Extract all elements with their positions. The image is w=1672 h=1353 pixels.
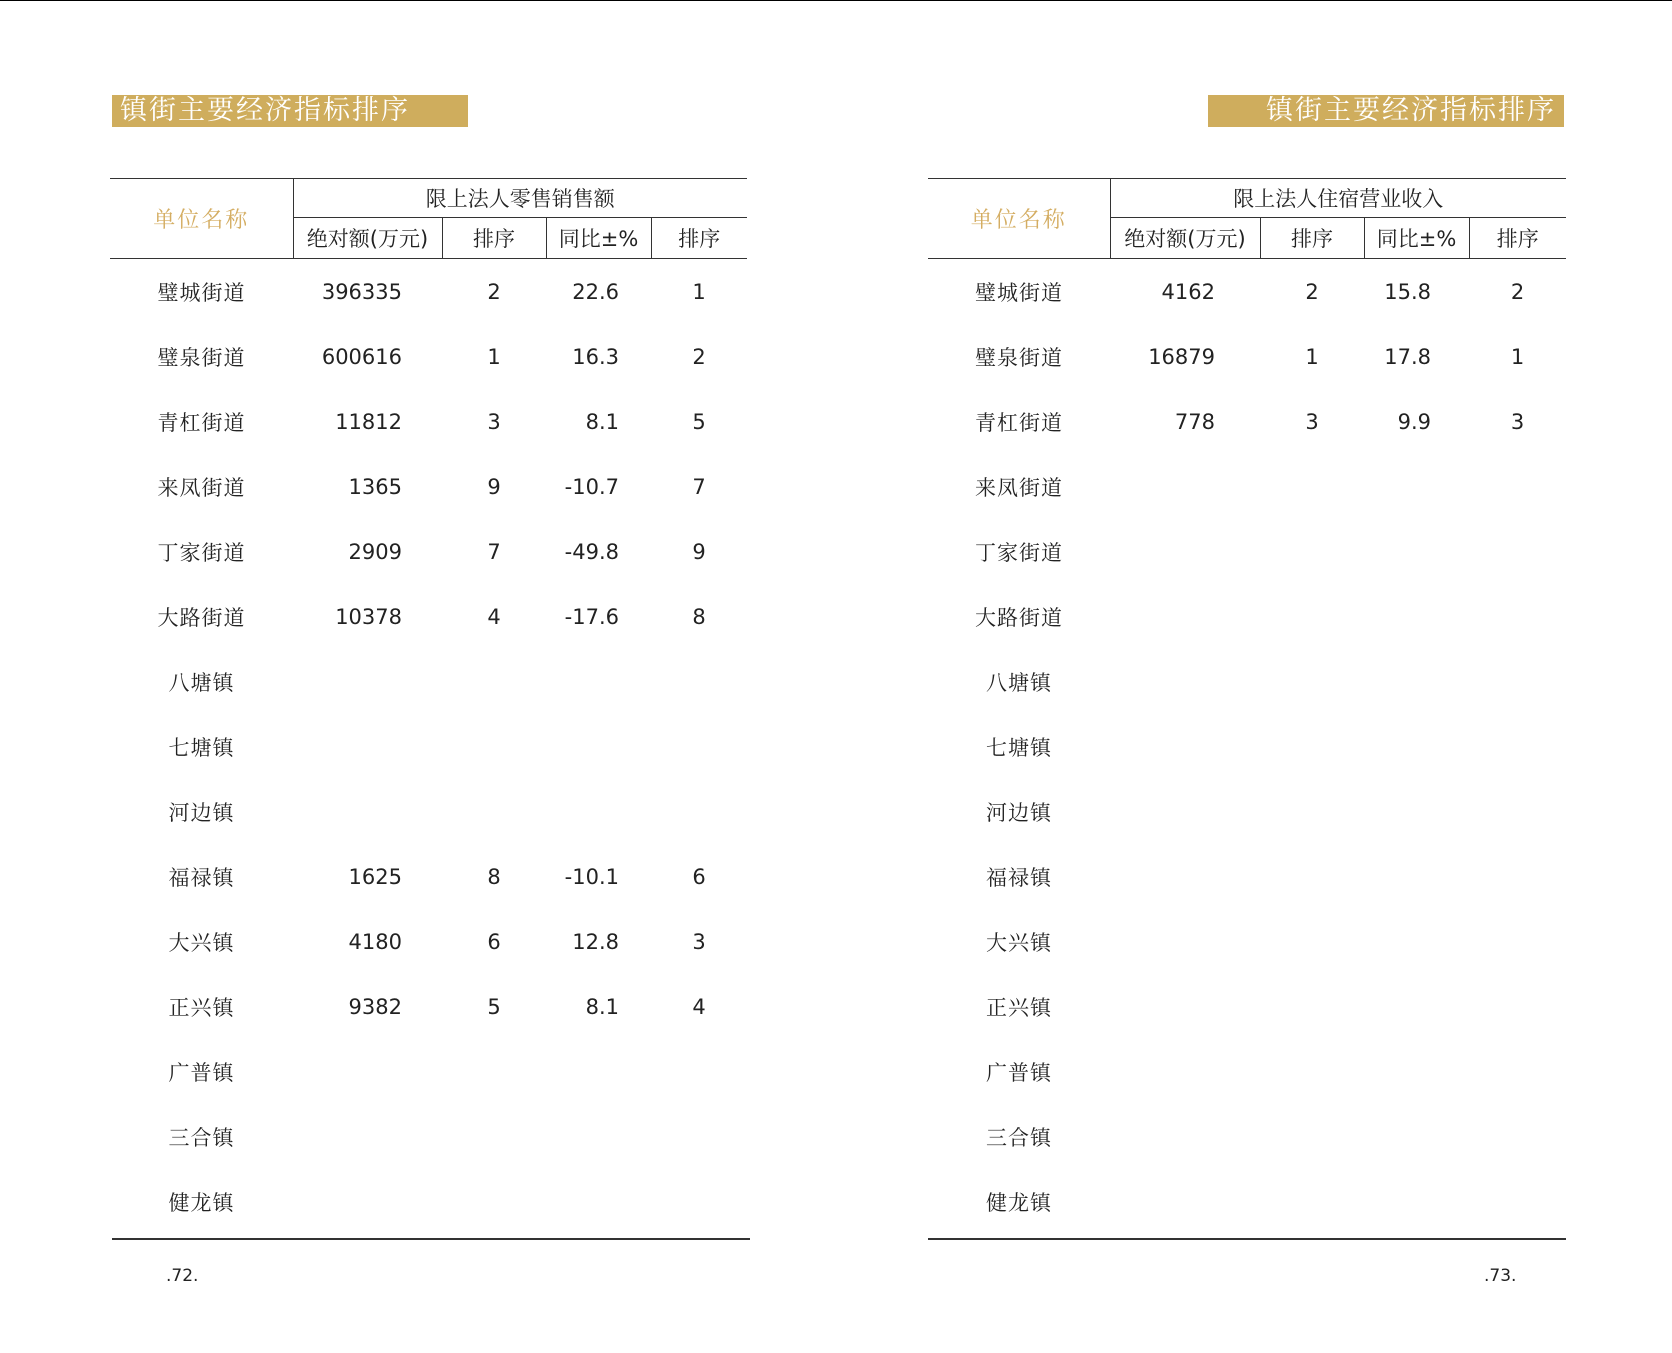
abs-amount-cell <box>293 1104 442 1169</box>
right-page-number: .73. <box>1484 1266 1517 1286</box>
abs-amount-cell: 16879 <box>1148 344 1215 369</box>
unit-name-cell: 正兴镇 <box>168 995 235 1020</box>
unit-name-cell: 福禄镇 <box>986 865 1052 890</box>
unit-name-cell: 七塘镇 <box>986 735 1052 760</box>
table-row <box>928 1169 1566 1234</box>
unit-name-cell: 大路街道 <box>975 605 1063 630</box>
yoy-cell <box>1364 1039 1469 1104</box>
yoy-rank-cell <box>651 1104 747 1169</box>
yoy-rank-cell <box>651 1039 747 1104</box>
table-row <box>110 519 747 584</box>
yoy-cell <box>1364 974 1469 1039</box>
abs-amount-cell <box>1110 454 1260 519</box>
abs-amount-cell <box>1110 519 1260 584</box>
yoy-rank-cell: 9 <box>692 539 706 564</box>
rank-cell: 1 <box>1305 344 1319 369</box>
rank-cell: 7 <box>487 539 501 564</box>
yoy-cell <box>1364 519 1469 584</box>
yoy-rank-cell: 4 <box>692 994 706 1019</box>
abs-amount-header: 绝对额(万元) <box>1110 218 1260 259</box>
yoy-rank-cell <box>651 1169 747 1234</box>
accommodation-revenue-table <box>928 178 1566 1234</box>
yoy-cell: 16.3 <box>572 344 619 369</box>
yoy-rank-cell <box>1469 454 1566 519</box>
yoy-rank-cell <box>1469 909 1566 974</box>
yoy-cell <box>1364 844 1469 909</box>
table-row <box>110 389 747 454</box>
left-bottom-rule <box>112 1238 750 1240</box>
abs-amount-cell <box>1110 909 1260 974</box>
table-row <box>928 909 1566 974</box>
unit-name-cell: 大兴镇 <box>986 930 1052 955</box>
unit-name-cell: 正兴镇 <box>986 995 1052 1020</box>
unit-name-cell: 丁家街道 <box>975 540 1063 565</box>
yoy-cell <box>546 649 651 714</box>
rank-cell <box>1260 519 1364 584</box>
table-row <box>110 779 747 844</box>
rank-cell <box>442 649 546 714</box>
yoy-rank-cell: 2 <box>1510 279 1525 304</box>
rank-cell: 8 <box>487 864 501 889</box>
table-row <box>110 584 747 649</box>
rank-cell: 3 <box>487 409 501 434</box>
accommodation-group-header: 限上法人住宿营业收入 <box>1110 179 1566 218</box>
abs-amount-cell <box>1110 974 1260 1039</box>
unit-name-cell: 健龙镇 <box>986 1190 1052 1215</box>
unit-name-cell: 健龙镇 <box>168 1190 235 1215</box>
rank-cell <box>1260 454 1364 519</box>
abs-amount-cell: 778 <box>1174 409 1215 434</box>
rank-header: 排序 <box>1260 218 1364 259</box>
rank-cell <box>1260 974 1364 1039</box>
yoy-cell: 8.1 <box>585 409 619 434</box>
rank-cell: 4 <box>487 604 501 629</box>
rank-cell <box>1260 909 1364 974</box>
unit-name-header: 单位名称 <box>928 179 1110 259</box>
retail-sales-table-body <box>110 259 747 1235</box>
yoy-cell <box>1364 649 1469 714</box>
rank-cell: 9 <box>487 474 501 499</box>
retail-sales-group-header: 限上法人零售销售额 <box>293 179 747 218</box>
table-row <box>110 454 747 519</box>
table-row <box>928 259 1566 325</box>
abs-amount-cell <box>293 779 442 844</box>
unit-name-cell: 璧城街道 <box>975 280 1063 305</box>
rank-header: 排序 <box>442 218 546 259</box>
unit-name-cell: 青杠街道 <box>975 410 1063 435</box>
abs-amount-cell: 10378 <box>335 604 402 629</box>
unit-name-cell: 丁家街道 <box>157 540 246 565</box>
table-row <box>928 649 1566 714</box>
yoy-rank-cell: 5 <box>692 409 706 434</box>
yoy-cell <box>1364 714 1469 779</box>
unit-name-cell: 河边镇 <box>168 800 235 825</box>
table-row <box>110 324 747 389</box>
table-row <box>928 454 1566 519</box>
abs-amount-cell: 9382 <box>348 994 402 1019</box>
rank-cell: 2 <box>1305 279 1319 304</box>
table-row <box>110 974 747 1039</box>
unit-name-cell: 八塘镇 <box>168 670 235 695</box>
yoy-rank-cell <box>1469 844 1566 909</box>
table-row <box>110 649 747 714</box>
left-page-banner: 镇街主要经济指标排序 <box>112 95 468 127</box>
yoy-rank-cell: 6 <box>692 864 706 889</box>
table-row <box>928 844 1566 909</box>
unit-name-cell: 广普镇 <box>986 1060 1052 1085</box>
yoy-rank-cell <box>1469 584 1566 649</box>
table-row <box>928 779 1566 844</box>
yoy-header: 同比±% <box>1364 218 1469 259</box>
unit-name-cell: 璧泉街道 <box>157 345 246 370</box>
yoy-cell: -10.7 <box>564 474 619 499</box>
right-page-banner: 镇街主要经济指标排序 <box>1208 95 1564 127</box>
abs-amount-cell <box>1110 714 1260 779</box>
right-bottom-rule <box>928 1238 1566 1240</box>
yoy-cell: 15.8 <box>1384 279 1431 304</box>
yoy-rank-cell <box>1469 974 1566 1039</box>
unit-name-cell: 大兴镇 <box>168 930 235 955</box>
yoy-cell <box>546 714 651 779</box>
rank-cell <box>442 779 546 844</box>
abs-amount-cell <box>1110 1169 1260 1234</box>
unit-name-header: 单位名称 <box>110 179 293 259</box>
abs-amount-cell <box>1110 1039 1260 1104</box>
table-row <box>110 1169 747 1234</box>
yoy-cell: 12.8 <box>572 929 619 954</box>
table-row <box>110 1104 747 1169</box>
table-row <box>928 1039 1566 1104</box>
unit-name-cell: 璧城街道 <box>157 280 246 305</box>
rank-cell <box>442 714 546 779</box>
yoy-cell <box>1364 909 1469 974</box>
retail-sales-table <box>110 178 747 1234</box>
abs-amount-cell: 2909 <box>348 539 402 564</box>
abs-amount-cell: 396335 <box>321 279 402 304</box>
table-row <box>110 1039 747 1104</box>
table-row <box>110 714 747 779</box>
yoy-cell <box>1364 1104 1469 1169</box>
yoy-cell <box>546 1039 651 1104</box>
rank-cell: 5 <box>487 994 501 1019</box>
yoy-rank-cell: 1 <box>692 279 706 304</box>
abs-amount-cell: 1625 <box>348 864 402 889</box>
table-row <box>928 519 1566 584</box>
yoy-rank-cell <box>1469 714 1566 779</box>
rank-cell: 3 <box>1305 409 1319 434</box>
abs-amount-cell: 4162 <box>1161 279 1215 304</box>
abs-amount-cell <box>1110 844 1260 909</box>
unit-name-cell: 八塘镇 <box>986 670 1052 695</box>
unit-name-cell: 三合镇 <box>168 1125 235 1150</box>
yoy-rank-cell <box>651 779 747 844</box>
yoy-cell: 9.9 <box>1397 409 1431 434</box>
abs-amount-cell: 1365 <box>348 474 402 499</box>
rank-cell <box>1260 1169 1364 1234</box>
table-row <box>928 974 1566 1039</box>
yoy-header: 同比±% <box>546 218 651 259</box>
rank-cell <box>1260 584 1364 649</box>
accommodation-table-body <box>928 259 1566 1235</box>
yoy-rank-header: 排序 <box>651 218 747 259</box>
rank-cell <box>1260 649 1364 714</box>
table-row <box>928 584 1566 649</box>
left-page-number: .72. <box>166 1266 199 1286</box>
abs-amount-cell <box>293 714 442 779</box>
unit-name-cell: 来凤街道 <box>975 475 1063 500</box>
yoy-cell: -17.6 <box>564 604 619 629</box>
rank-cell <box>1260 779 1364 844</box>
rank-cell <box>442 1169 546 1234</box>
unit-name-cell: 河边镇 <box>986 800 1052 825</box>
unit-name-cell: 广普镇 <box>168 1060 235 1085</box>
yoy-rank-cell <box>1469 519 1566 584</box>
table-row <box>110 259 747 325</box>
yoy-rank-cell: 2 <box>692 344 706 369</box>
yoy-cell <box>1364 454 1469 519</box>
yoy-rank-cell <box>651 714 747 779</box>
yoy-rank-cell: 3 <box>1510 409 1525 434</box>
unit-name-cell: 来凤街道 <box>157 475 246 500</box>
yoy-cell <box>1364 1169 1469 1234</box>
yoy-cell: -10.1 <box>564 864 619 889</box>
unit-name-cell: 璧泉街道 <box>975 345 1063 370</box>
abs-amount-cell <box>293 1039 442 1104</box>
yoy-cell <box>546 779 651 844</box>
table-row <box>110 909 747 974</box>
unit-name-cell: 福禄镇 <box>168 865 235 890</box>
table-row <box>928 324 1566 389</box>
abs-amount-cell: 11812 <box>335 409 402 434</box>
rank-cell <box>1260 1104 1364 1169</box>
rank-cell: 6 <box>487 929 501 954</box>
table-row <box>928 714 1566 779</box>
yoy-rank-cell: 1 <box>1510 344 1525 369</box>
abs-amount-cell <box>1110 649 1260 714</box>
abs-amount-cell <box>293 1169 442 1234</box>
unit-name-cell: 七塘镇 <box>168 735 235 760</box>
yoy-rank-header: 排序 <box>1469 218 1566 259</box>
table-row <box>928 389 1566 454</box>
unit-name-cell: 三合镇 <box>986 1125 1052 1150</box>
rank-cell <box>1260 844 1364 909</box>
rank-cell <box>1260 1039 1364 1104</box>
yoy-cell: 8.1 <box>585 994 619 1019</box>
yoy-rank-cell: 8 <box>692 604 706 629</box>
abs-amount-cell <box>1110 584 1260 649</box>
unit-name-cell: 大路街道 <box>157 605 246 630</box>
yoy-rank-cell: 3 <box>692 929 706 954</box>
yoy-rank-cell <box>1469 1169 1566 1234</box>
abs-amount-cell <box>1110 779 1260 844</box>
yoy-rank-cell <box>1469 1104 1566 1169</box>
yoy-cell <box>546 1169 651 1234</box>
rank-cell: 2 <box>487 279 501 304</box>
yoy-rank-cell <box>1469 779 1566 844</box>
yoy-rank-cell <box>1469 649 1566 714</box>
rank-cell <box>442 1039 546 1104</box>
yoy-cell <box>1364 584 1469 649</box>
yoy-cell: -49.8 <box>564 539 619 564</box>
rank-cell <box>1260 714 1364 779</box>
table-row <box>928 1104 1566 1169</box>
rank-cell <box>442 1104 546 1169</box>
abs-amount-header: 绝对额(万元) <box>293 218 442 259</box>
table-row <box>110 844 747 909</box>
rank-cell: 1 <box>487 344 501 369</box>
yoy-cell: 22.6 <box>572 279 619 304</box>
abs-amount-cell: 4180 <box>348 929 402 954</box>
yoy-cell <box>1364 779 1469 844</box>
abs-amount-cell <box>1110 1104 1260 1169</box>
abs-amount-cell: 600616 <box>321 344 402 369</box>
abs-amount-cell <box>293 649 442 714</box>
yoy-rank-cell <box>1469 1039 1566 1104</box>
yoy-cell: 17.8 <box>1384 344 1431 369</box>
yoy-cell <box>546 1104 651 1169</box>
yoy-rank-cell <box>651 649 747 714</box>
yoy-rank-cell: 7 <box>692 474 706 499</box>
unit-name-cell: 青杠街道 <box>157 410 246 435</box>
